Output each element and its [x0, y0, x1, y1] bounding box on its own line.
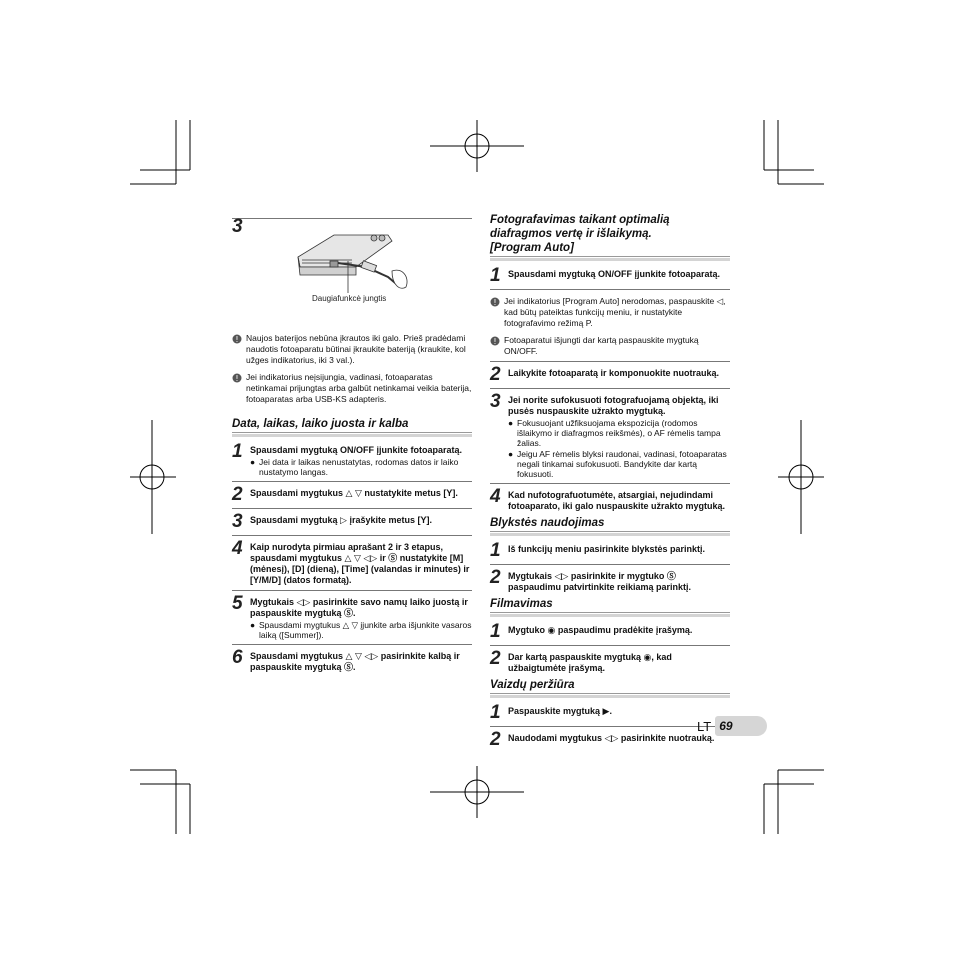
step-text: Iš funkcijų meniu pasirinkite blykstės parinktį. [508, 544, 706, 554]
step-sub: ● Spausdami mygtukus △ ▽ įjunkite arba išjunkite vasaros laiką ([Summer]). [250, 620, 472, 640]
step-item [232, 509, 472, 536]
step-item [490, 700, 730, 727]
language-label: LT [697, 718, 712, 734]
page-footer [697, 716, 767, 736]
step-text: Mygtukais ◁▷ pasirinkite savo namų laiko juostą ir paspauskite mygtuką Ⓢ. [250, 597, 468, 618]
step-sub: ● Jeigu AF rėmelis blyksi raudonai, vadinasi, fotoaparatas negali tinkamai sufokusuoti. Bandykite dar kartą fokusuoti. [508, 449, 727, 479]
svg-text:!: ! [235, 335, 239, 344]
note-icon [490, 297, 504, 310]
step-item [232, 482, 472, 509]
page-number: 69 [715, 716, 767, 736]
step-sub: ● Jei data ir laikas nenustatytas, rodomas datos ir laiko nustatymo langas. [250, 457, 459, 477]
note-text: Fotoaparatui išjungti dar kartą paspauskite mygtuką ON/OFF. [504, 335, 699, 356]
step-text: Spausdami mygtuką ON/OFF įjunkite fotoaparatą. [508, 269, 721, 279]
note-icon [232, 373, 246, 386]
step-text: Kaip nurodyta pirmiau aprašant 2 ir 3 etapus, spausdami mygtukus △ ▽ ◁▷ ir Ⓢ nustatykite [M] (mėnesį), [D] (dieną), [Time] (valandas ir minutes) ir [Y/M/D] (datos formatą). [250, 542, 470, 585]
step-item [490, 565, 730, 597]
section-title: [Program Auto] [490, 241, 730, 257]
step-text: Mygtukais ◁▷ pasirinkite ir mygtuko Ⓢ paspaudimu patvirtinkite reikiamą parinktį. [508, 571, 692, 592]
step-text: Jei norite sufokusuoti fotografuojamą objektą, iki pusės nuspauskite užrakto mygtuką. [508, 395, 719, 416]
note-item [490, 335, 730, 362]
section-title: diafragmos vertę ir išlaikymą. [490, 228, 652, 240]
step-text: Mygtuko ◉ paspaudimu pradėkite įrašymą. [508, 625, 693, 635]
step-text: Spausdami mygtuką ▷ įrašykite metus [Y]. [250, 515, 432, 525]
step-number: 4 [232, 538, 243, 559]
step-number: 1 [490, 540, 501, 561]
step-text: Kad nufotografuotumėte, atsargiai, nejudindami fotoaparato, iki galo nuspauskite užrakto mygtuką. [508, 490, 726, 511]
step-text: Paspauskite mygtuką ▶. [508, 706, 612, 716]
step-item [490, 538, 730, 565]
step-text: Spausdami mygtukus △ ▽ ◁▷ pasirinkite kalbą ir paspauskite mygtuką Ⓢ. [250, 651, 460, 672]
left-column [232, 218, 472, 677]
section-title: Filmavimas [490, 597, 730, 613]
step-number: 2 [490, 567, 501, 588]
camera-usb-illustration [296, 227, 416, 295]
svg-text:!: ! [493, 337, 497, 346]
step-number: 1 [490, 265, 501, 286]
step-item [490, 263, 730, 290]
step-sub: ● Fokusuojant užfiksuojama ekspozicija (rodomos išlaikymo ir diafragmos reikšmės), o AF rėmelis tampa žalias. [508, 418, 721, 448]
step-text: Laikykite fotoaparatą ir komponuokite nuotrauką. [508, 368, 720, 378]
note-item [490, 296, 730, 329]
step-number: 3 [232, 216, 243, 237]
step-number: 1 [490, 621, 501, 642]
step-text: Dar kartą paspauskite mygtuką ◉, kad užbaigtumėte įrašymą. [508, 652, 672, 673]
section-title: Fotografavimas taikant optimalią [490, 214, 670, 226]
step-number: 2 [490, 729, 501, 750]
step-number: 2 [232, 484, 243, 505]
right-column [490, 213, 730, 753]
step-number: 3 [490, 391, 501, 412]
step-number: 1 [232, 441, 243, 462]
section-title: Blykstės naudojimas [490, 516, 730, 532]
step-number: 3 [232, 511, 243, 532]
step-item [490, 727, 730, 753]
note-item [232, 372, 472, 405]
step-item [232, 536, 472, 591]
note-text: Jei indikatorius neįsijungia, vadinasi, fotoaparatas netinkamai prijungtas arba galbūt netinkamai veikia baterija, fotoaparatas arba USB-KS adapteris. [246, 372, 472, 404]
svg-text:!: ! [235, 374, 239, 383]
step-text: Naudodami mygtukus ◁▷ pasirinkite nuotrauką. [508, 733, 715, 743]
step-item [232, 439, 472, 482]
note-text: Jei indikatorius [Program Auto] nerodomas, paspauskite ◁, kad būtų pateiktas funkcijų meniu, ir nustatykite fotografavimo režimą P. [504, 296, 726, 328]
step-item [490, 619, 730, 646]
note-icon [232, 334, 246, 347]
step-3-illustration [232, 218, 472, 327]
step-item [490, 484, 730, 516]
step-text: Spausdami mygtukus △ ▽ nustatykite metus [Y]. [250, 488, 458, 498]
step-item [490, 646, 730, 678]
step-item [232, 591, 472, 645]
step-number: 2 [490, 364, 501, 385]
section-title: Data, laikas, laiko juosta ir kalba [232, 417, 472, 433]
step-item [490, 389, 730, 484]
svg-text:!: ! [493, 298, 497, 307]
step-number: 2 [490, 648, 501, 669]
step-text: Spausdami mygtuką ON/OFF įjunkite fotoaparatą. [250, 445, 463, 455]
section-title: Vaizdų peržiūra [490, 678, 730, 694]
note-text: Naujos baterijos nebūna įkrautos iki galo. Prieš pradėdami naudotis fotoaparatu būtinai įkraukite bateriją (kraukite, kol užges indikatorius, iki 3 val.). [246, 333, 466, 365]
connector-caption: Daugiafunkcė jungtis [312, 294, 387, 303]
step-item [232, 645, 472, 677]
note-item [232, 333, 472, 366]
step-number: 6 [232, 647, 243, 668]
step-number: 4 [490, 486, 501, 507]
step-number: 5 [232, 593, 243, 614]
note-icon [490, 336, 504, 349]
step-number: 1 [490, 702, 501, 723]
step-item [490, 362, 730, 389]
